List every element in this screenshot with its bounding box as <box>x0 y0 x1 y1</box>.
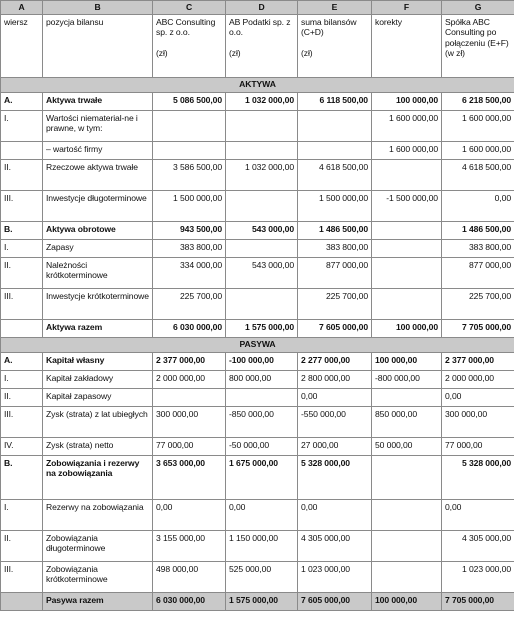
row-index <box>1 320 43 338</box>
row-index: III. <box>1 191 43 222</box>
table-row <box>1 93 514 111</box>
value-sum: 383 800,00 <box>298 240 372 258</box>
value-ab-podatki: 543 000,00 <box>226 222 298 240</box>
value-abc-consulting: 3 586 500,00 <box>153 160 226 191</box>
row-index: III. <box>1 407 43 438</box>
balance-item: – wartość firmy <box>43 142 153 160</box>
value-sum: 7 605 000,00 <box>298 593 372 611</box>
table-row <box>1 531 514 562</box>
value-sum: 4 618 500,00 <box>298 160 372 191</box>
section-header-row <box>1 338 514 353</box>
value-abc-consulting: 6 030 000,00 <box>153 593 226 611</box>
value-correction: 1 600 000,00 <box>372 142 442 160</box>
value-merged: 2 377 000,00 <box>442 353 514 371</box>
row-index: II. <box>1 531 43 562</box>
table-row <box>1 500 514 531</box>
column-letter: D <box>226 1 298 15</box>
table-row <box>1 160 514 191</box>
balance-item: Rezerwy na zobowiązania <box>43 500 153 531</box>
table-row <box>1 320 514 338</box>
value-abc-consulting: 77 000,00 <box>153 438 226 456</box>
balance-item: Zobowiązania długoterminowe <box>43 531 153 562</box>
balance-item: Aktywa razem <box>43 320 153 338</box>
value-abc-consulting: 3 653 000,00 <box>153 456 226 500</box>
value-merged: 5 328 000,00 <box>442 456 514 500</box>
value-sum: 0,00 <box>298 500 372 531</box>
value-ab-podatki: 800 000,00 <box>226 371 298 389</box>
value-ab-podatki: 1 150 000,00 <box>226 531 298 562</box>
value-sum: 7 605 000,00 <box>298 320 372 338</box>
table-row <box>1 562 514 593</box>
value-correction: 50 000,00 <box>372 438 442 456</box>
balance-item: Należności krótkoterminowe <box>43 258 153 289</box>
value-abc-consulting <box>153 111 226 142</box>
value-abc-consulting: 225 700,00 <box>153 289 226 320</box>
value-sum: 1 023 000,00 <box>298 562 372 593</box>
value-correction: 100 000,00 <box>372 353 442 371</box>
value-abc-consulting: 498 000,00 <box>153 562 226 593</box>
section-header-row <box>1 78 514 93</box>
value-correction: 100 000,00 <box>372 320 442 338</box>
column-header: suma bilansów (C+D) (zł) <box>298 15 372 78</box>
balance-item: Aktywa trwałe <box>43 93 153 111</box>
table-row <box>1 191 514 222</box>
balance-item: Zobowiązania krótkoterminowe <box>43 562 153 593</box>
value-merged: 1 600 000,00 <box>442 142 514 160</box>
table-body <box>1 78 514 611</box>
balance-item: Wartości niematerial-ne i prawne, w tym: <box>43 111 153 142</box>
balance-item: Pasywa razem <box>43 593 153 611</box>
value-abc-consulting: 943 500,00 <box>153 222 226 240</box>
value-sum: -550 000,00 <box>298 407 372 438</box>
value-abc-consulting: 0,00 <box>153 500 226 531</box>
column-header: korekty <box>372 15 442 78</box>
value-sum <box>298 111 372 142</box>
value-correction: 850 000,00 <box>372 407 442 438</box>
table-row <box>1 353 514 371</box>
value-sum: 225 700,00 <box>298 289 372 320</box>
value-sum <box>298 142 372 160</box>
column-letter: C <box>153 1 226 15</box>
balance-item: Aktywa obrotowe <box>43 222 153 240</box>
value-abc-consulting <box>153 142 226 160</box>
value-sum: 2 800 000,00 <box>298 371 372 389</box>
value-abc-consulting: 2 000 000,00 <box>153 371 226 389</box>
value-correction: 100 000,00 <box>372 593 442 611</box>
value-correction <box>372 289 442 320</box>
table-row <box>1 222 514 240</box>
row-index: I. <box>1 240 43 258</box>
value-ab-podatki <box>226 240 298 258</box>
value-correction <box>372 500 442 531</box>
table-row <box>1 407 514 438</box>
row-index: A. <box>1 353 43 371</box>
value-abc-consulting <box>153 389 226 407</box>
value-correction: 100 000,00 <box>372 93 442 111</box>
value-abc-consulting: 383 800,00 <box>153 240 226 258</box>
value-sum: 4 305 000,00 <box>298 531 372 562</box>
row-index: B. <box>1 456 43 500</box>
value-merged: 877 000,00 <box>442 258 514 289</box>
value-ab-podatki: -850 000,00 <box>226 407 298 438</box>
value-correction <box>372 389 442 407</box>
row-index: I. <box>1 371 43 389</box>
balance-item: Zobowiązania i rezerwy na zobowiązania <box>43 456 153 500</box>
row-index: III. <box>1 562 43 593</box>
column-letters-row <box>1 1 514 15</box>
column-header: wiersz <box>1 15 43 78</box>
value-abc-consulting: 6 030 000,00 <box>153 320 226 338</box>
value-merged: 7 705 000,00 <box>442 320 514 338</box>
value-abc-consulting: 5 086 500,00 <box>153 93 226 111</box>
row-index <box>1 142 43 160</box>
value-ab-podatki: 525 000,00 <box>226 562 298 593</box>
column-letter: G <box>442 1 514 15</box>
value-merged: 6 218 500,00 <box>442 93 514 111</box>
value-ab-podatki: 0,00 <box>226 500 298 531</box>
balance-item: Zysk (strata) netto <box>43 438 153 456</box>
balance-item: Kapitał zapasowy <box>43 389 153 407</box>
section-title: AKTYWA <box>1 78 514 93</box>
value-merged: 7 705 000,00 <box>442 593 514 611</box>
row-index: A. <box>1 93 43 111</box>
value-ab-podatki <box>226 289 298 320</box>
column-letter: B <box>43 1 153 15</box>
value-merged: 4 618 500,00 <box>442 160 514 191</box>
row-index: II. <box>1 258 43 289</box>
value-merged: 1 600 000,00 <box>442 111 514 142</box>
value-sum: 2 277 000,00 <box>298 353 372 371</box>
value-merged: 383 800,00 <box>442 240 514 258</box>
value-ab-podatki: 543 000,00 <box>226 258 298 289</box>
value-merged: 225 700,00 <box>442 289 514 320</box>
value-ab-podatki: 1 675 000,00 <box>226 456 298 500</box>
value-sum: 1 500 000,00 <box>298 191 372 222</box>
table-row <box>1 438 514 456</box>
column-letter: A <box>1 1 43 15</box>
row-index: I. <box>1 111 43 142</box>
value-ab-podatki <box>226 111 298 142</box>
value-merged: 2 000 000,00 <box>442 371 514 389</box>
value-ab-podatki: 1 032 000,00 <box>226 160 298 191</box>
row-index: B. <box>1 222 43 240</box>
table-row <box>1 456 514 500</box>
value-ab-podatki <box>226 191 298 222</box>
table-row <box>1 389 514 407</box>
value-merged: 0,00 <box>442 389 514 407</box>
value-correction: 1 600 000,00 <box>372 111 442 142</box>
value-correction <box>372 222 442 240</box>
balance-item: Kapitał własny <box>43 353 153 371</box>
value-sum: 0,00 <box>298 389 372 407</box>
column-header: pozycja bilansu <box>43 15 153 78</box>
value-abc-consulting: 3 155 000,00 <box>153 531 226 562</box>
column-letter: F <box>372 1 442 15</box>
table-row <box>1 593 514 611</box>
table-row <box>1 240 514 258</box>
table-row <box>1 111 514 142</box>
value-correction: -800 000,00 <box>372 371 442 389</box>
value-ab-podatki: 1 575 000,00 <box>226 320 298 338</box>
value-correction <box>372 160 442 191</box>
table-row <box>1 258 514 289</box>
value-merged: 300 000,00 <box>442 407 514 438</box>
value-correction: -1 500 000,00 <box>372 191 442 222</box>
value-merged: 0,00 <box>442 500 514 531</box>
balance-item: Zysk (strata) z lat ubiegłych <box>43 407 153 438</box>
row-index <box>1 593 43 611</box>
value-abc-consulting: 300 000,00 <box>153 407 226 438</box>
value-correction <box>372 456 442 500</box>
value-sum: 5 328 000,00 <box>298 456 372 500</box>
value-sum: 1 486 500,00 <box>298 222 372 240</box>
column-header: AB Podatki sp. z o.o. (zł) <box>226 15 298 78</box>
value-correction <box>372 531 442 562</box>
value-correction <box>372 562 442 593</box>
value-abc-consulting: 1 500 000,00 <box>153 191 226 222</box>
table-row <box>1 371 514 389</box>
column-header-row <box>1 15 514 78</box>
value-merged: 1 023 000,00 <box>442 562 514 593</box>
value-sum: 27 000,00 <box>298 438 372 456</box>
value-abc-consulting: 334 000,00 <box>153 258 226 289</box>
value-correction <box>372 258 442 289</box>
value-ab-podatki: -50 000,00 <box>226 438 298 456</box>
balance-item: Zapasy <box>43 240 153 258</box>
balance-item: Inwestycje długoterminowe <box>43 191 153 222</box>
row-index: I. <box>1 500 43 531</box>
value-ab-podatki: 1 032 000,00 <box>226 93 298 111</box>
row-index: III. <box>1 289 43 320</box>
value-merged: 77 000,00 <box>442 438 514 456</box>
value-ab-podatki: 1 575 000,00 <box>226 593 298 611</box>
row-index: II. <box>1 389 43 407</box>
value-merged: 4 305 000,00 <box>442 531 514 562</box>
value-sum: 877 000,00 <box>298 258 372 289</box>
value-ab-podatki <box>226 389 298 407</box>
column-header: Spółka ABC Consulting po połączeniu (E+F) (w zł) <box>442 15 514 78</box>
column-letter: E <box>298 1 372 15</box>
value-ab-podatki: -100 000,00 <box>226 353 298 371</box>
balance-item: Rzeczowe aktywa trwałe <box>43 160 153 191</box>
row-index: IV. <box>1 438 43 456</box>
section-title: PASYWA <box>1 338 514 353</box>
table-row <box>1 142 514 160</box>
value-correction <box>372 240 442 258</box>
balance-item: Inwestycje krótkoterminowe <box>43 289 153 320</box>
column-header: ABC Consulting sp. z o.o. (zł) <box>153 15 226 78</box>
balance-item: Kapitał zakładowy <box>43 371 153 389</box>
value-merged: 1 486 500,00 <box>442 222 514 240</box>
value-ab-podatki <box>226 142 298 160</box>
value-merged: 0,00 <box>442 191 514 222</box>
value-abc-consulting: 2 377 000,00 <box>153 353 226 371</box>
table-row <box>1 289 514 320</box>
row-index: II. <box>1 160 43 191</box>
value-sum: 6 118 500,00 <box>298 93 372 111</box>
